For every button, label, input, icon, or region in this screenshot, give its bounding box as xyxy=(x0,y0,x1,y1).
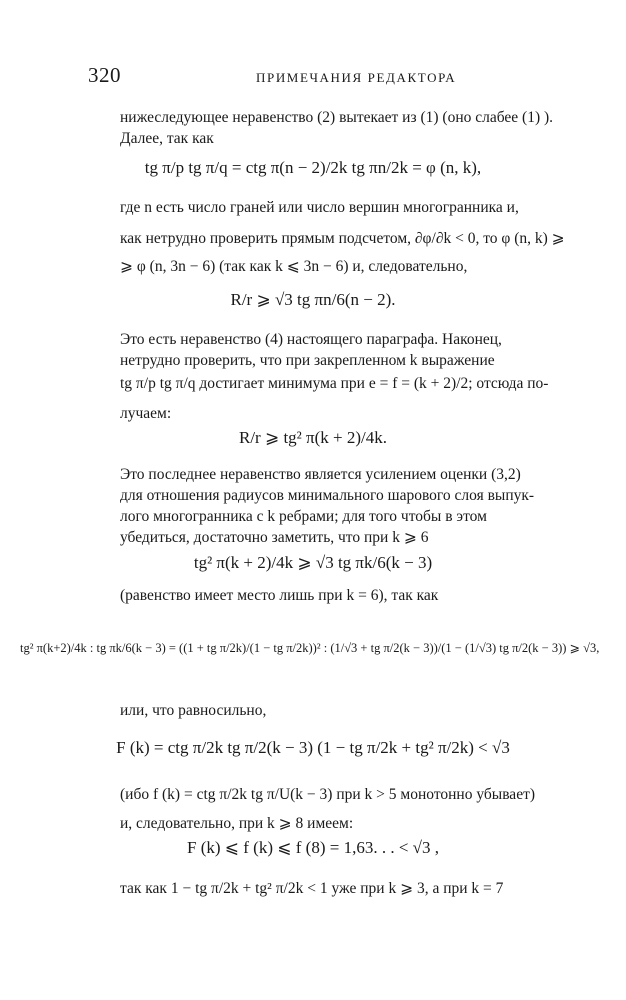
equation-5: tg² π(k+2)/4k : tg πk/6(k − 3) = ((1 + tg π/2k)/(1 − tg π/2k))² : (1/√3 + tg π/2(k − 3))/(1 − (1/√3) tg π/2(k − 3)) ⩾ √3, xyxy=(20,641,600,655)
paragraph-line: (равенство имеет место лишь при k = 6), так как xyxy=(120,587,439,604)
paragraph-line: лого многогранника с k ребрами; для того чтобы в этом xyxy=(120,508,487,525)
paragraph-line: Это есть неравенство (4) настоящего параграфа. Наконец, xyxy=(120,331,502,348)
paragraph-line: (ибо f (k) = ctg π/2k tg π/U(k − 3) при k > 5 монотонно убывает) xyxy=(120,786,536,803)
equation-7: F (k) ⩽ f (k) ⩽ f (8) = 1,63. . . < √3 , xyxy=(187,838,439,857)
paragraph-line: или, что равносильно, xyxy=(120,702,267,719)
paragraph-line: ⩾ φ (n, 3n − 6) (так как k ⩽ 3n − 6) и, следовательно, xyxy=(120,258,468,275)
paragraph-line: и, следовательно, при k ⩾ 8 имеем: xyxy=(120,815,354,832)
page-number: 320 xyxy=(88,63,121,87)
paragraph-line: tg π/p tg π/q достигает минимума при e = f = (k + 2)/2; отсюда по- xyxy=(120,375,549,392)
paragraph-line: где n есть число граней или число вершин многогранника и, xyxy=(120,199,519,216)
paragraph-line: нетрудно проверить, что при закрепленном k выражение xyxy=(120,352,495,369)
equation-2: R/r ⩾ √3 tg πn/6(n − 2). xyxy=(230,290,396,309)
running-title: ПРИМЕЧАНИЯ РЕДАКТОРА xyxy=(256,70,457,85)
equation-1: tg π/p tg π/q = ctg π(n − 2)/2k tg πn/2k = φ (n, k), xyxy=(144,158,482,177)
equation-3: R/r ⩾ tg² π(k + 2)/4k. xyxy=(238,428,387,447)
equation-6: F (k) = ctg π/2k tg π/2(k − 3) (1 − tg π/2k + tg² π/2k) < √3 xyxy=(116,738,510,757)
paragraph-line: так как 1 − tg π/2k + tg² π/2k < 1 уже при k ⩾ 3, а при k = 7 xyxy=(120,880,504,897)
equation-4: tg² π(k + 2)/4k ⩾ √3 tg πk/6(k − 3) xyxy=(193,553,433,572)
paragraph-line: Далее, так как xyxy=(120,130,214,147)
paragraph-line: Это последнее неравенство является усилением оценки (3,2) xyxy=(120,466,521,483)
paragraph-line: как нетрудно проверить прямым подсчетом, ∂φ/∂k < 0, то φ (n, k) ⩾ xyxy=(120,230,565,247)
paragraph-line: нижеследующее неравенство (2) вытекает из (1) (оно слабее (1) ). xyxy=(120,109,554,126)
paragraph-line: лучаем: xyxy=(120,405,172,422)
paragraph-line: для отношения радиусов минимального шарового слоя выпук- xyxy=(120,487,535,504)
paragraph-line: убедиться, достаточно заметить, что при k ⩾ 6 xyxy=(120,529,429,546)
